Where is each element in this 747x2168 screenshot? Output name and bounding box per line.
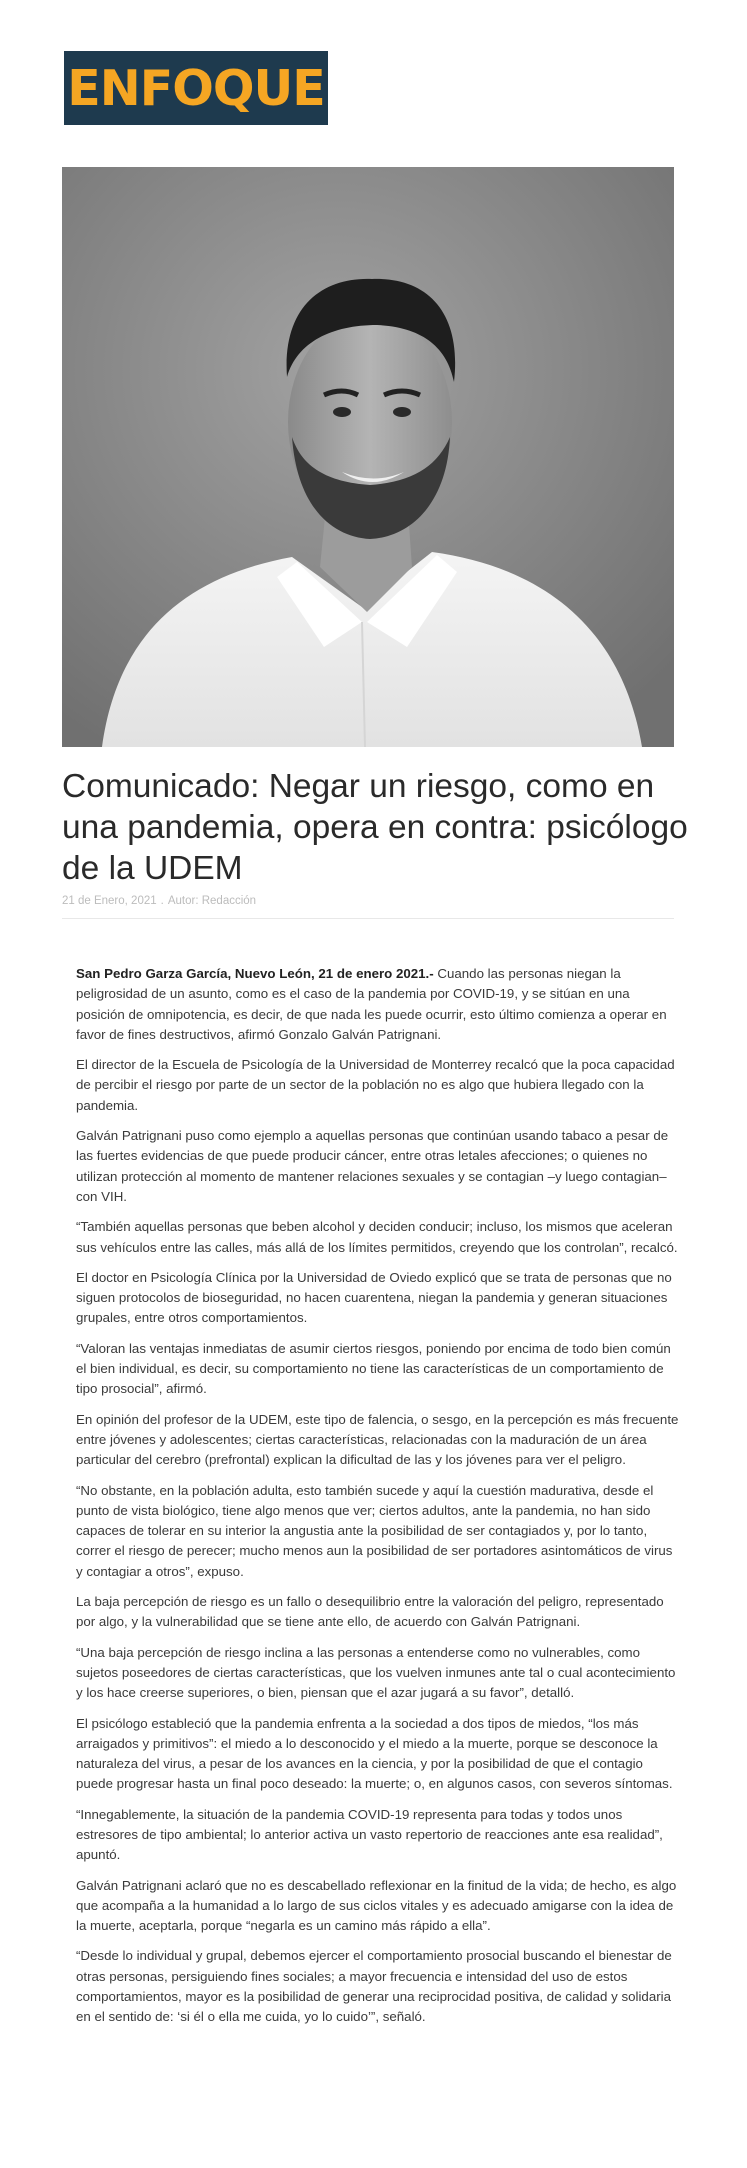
portrait-photo-icon	[62, 167, 674, 747]
article-paragraph: “También aquellas personas que beben alcohol y deciden conducir; incluso, los mismos que aceleran sus vehículos entre las calles, más allá de los límites permitidos, creyendo que los controlan”, recalcó.	[76, 1219, 678, 1255]
article-paragraph: “No obstante, en la población adulta, esto también sucede y aquí la cuestión madurativa, desde el punto de vista biológico, tiene algo menos que ver; ciertos adultos, ante la pandemia, no han sido capaces de tolerar en su interior la angustia ante la posibilidad de ser contagiados y, por lo tanto, correr el riesgo de perecer; mucho menos aun la posibilidad de ser portadores asintomáticos de virus y contagiar a otros”, expuso.	[76, 1482, 673, 1579]
article-paragraph: Galván Patrignani aclaró que no es descabellado reflexionar en la finitud de la vida; de hecho, es algo que acompaña a la humanidad a lo largo de sus ciclos vitales y es adecuado amigarse con la idea de la muerte, aceptarla, porque “negarla es un camino más rápido a ella”.	[76, 1877, 677, 1934]
article-paragraph: El doctor en Psicología Clínica por la Universidad de Oviedo explicó que se trata de personas que no siguen protocolos de bioseguridad, no hacen cuarentena, niegan la pandemia y generan situaciones grupales, entre otros comportamientos.	[76, 1269, 672, 1326]
article-title: Comunicado: Negar un riesgo, como en una pandemia, opera en contra: psicólogo de la UDEM	[62, 768, 688, 887]
article-paragraph: Galván Patrignani puso como ejemplo a aquellas personas que continúan usando tabaco a pesar de las fuertes evidencias de que puede producir cáncer, entre otras letales afecciones; o quienes no utilizan protección al momento de mantener relaciones sexuales y se contagian –y luego contagian– con VIH.	[76, 1128, 669, 1204]
article-paragraph: “Innegablemente, la situación de la pandemia COVID-19 representa para todas y todos unos estresores de tipo ambiental; lo anterior activa un vasto repertorio de reacciones ante esa realidad”, apuntó.	[76, 1806, 663, 1863]
article-body	[76, 964, 682, 2038]
article-meta	[62, 895, 256, 907]
article-photo	[62, 167, 674, 747]
article-author: Autor: Redacción	[167, 895, 257, 907]
article-lead	[76, 964, 682, 1045]
article-paragraph: “Una baja percepción de riesgo inclina a las personas a entenderse como no vulnerables, como sujetos poseedores de ciertas características, que los vuelven inmunes ante tal o cual acontecimiento y los hace creerse superiores, o bien, piensan que el azar jugará a su favor”, detalló.	[76, 1644, 676, 1701]
enfoque-logo[interactable]	[64, 51, 328, 125]
article-date: 21 de Enero, 2021	[62, 895, 157, 907]
meta-divider	[62, 918, 674, 919]
article-paragraph: En opinión del profesor de la UDEM, este tipo de falencia, o sesgo, en la percepción es más frecuente entre jóvenes y adolescentes; ciertas características, relacionadas con la maduración de un área particular del cerebro (prefrontal) explican la dificultad de las y los jóvenes para ver el peligro.	[76, 1411, 679, 1468]
meta-separator: .	[160, 895, 164, 907]
logo-text: ENFOQUE	[67, 59, 325, 117]
article-paragraph: El director de la Escuela de Psicología de la Universidad de Monterrey recalcó que la poca capacidad de percibir el riesgo por parte de un sector de la población no es algo que hubiera llegado con la pandemia.	[76, 1057, 675, 1113]
article-paragraph: El psicólogo estableció que la pandemia enfrenta a la sociedad a dos tipos de miedos, “los más arraigados y primitivos”: el miedo a lo desconocido y el miedo a la muerte, porque se desconoce la naturaleza del virus, a pesar de los avances en la ciencia, y por la posibilidad de que el contagio puede progresar hasta un final poco deseado: la muerte; o, en algunos casos, con severos síntomas.	[76, 1715, 673, 1792]
article-paragraph: La baja percepción de riesgo es un fallo o desequilibrio entre la valoración del peligro, representado por algo, y la vulnerabilidad que se tiene ante ello, de acuerdo con Galván Patrignani.	[76, 1594, 664, 1630]
lead-text: Cuando las personas niegan la peligrosidad de un asunto, como es el caso de la pandemia por COVID-19, y se sitúan en una posición de omnipotencia, es decir, de que nada les puede ocurrir, esto último comienza a operar en favor de fines destructivos, afirmó Gonzalo Galván Patrignani.	[76, 966, 667, 1042]
article-paragraph: “Valoran las ventajas inmediatas de asumir ciertos riesgos, poniendo por encima de todo bien común el bien individual, es decir, su comportamiento no tiene las características de un comportamiento de tipo prosocial”, afirmó.	[76, 1340, 671, 1397]
article-paragraph: “Desde lo individual y grupal, debemos ejercer el comportamiento prosocial buscando el bienestar de otras personas, persiguiendo fines sociales; a mayor frecuencia e intensidad del uso de estos comportamientos, mayor es la posibilidad de generar una reciprocidad positiva, de calidad y solidaria en el sentido de: ‘si él o ella me cuida, yo lo cuido’”, señaló.	[76, 1948, 672, 2025]
lead-dateline: San Pedro Garza García, Nuevo León, 21 de enero 2021.-	[76, 966, 434, 981]
